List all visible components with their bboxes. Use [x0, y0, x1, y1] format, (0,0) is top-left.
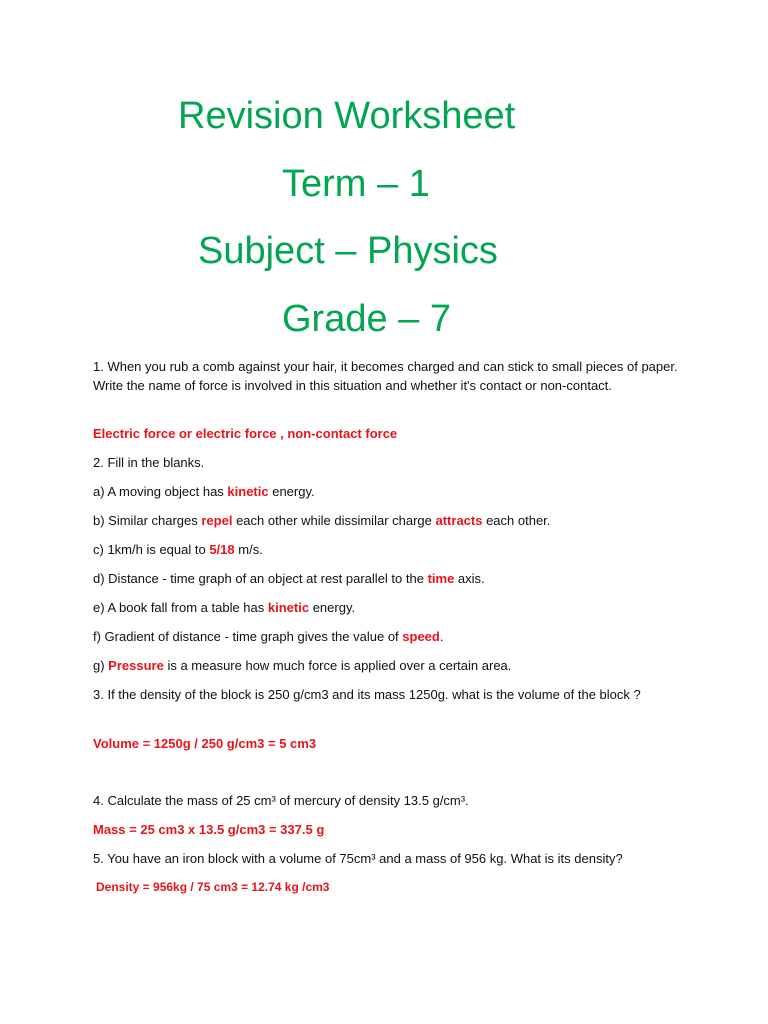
- blank-c: [93, 540, 683, 559]
- blank-a-text: a) A moving object has: [93, 484, 228, 499]
- question-2: 2. Fill in the blanks.: [93, 455, 205, 470]
- blank-g-answer: Pressure: [108, 658, 164, 673]
- blank-a-text-end: energy.: [268, 484, 315, 499]
- blank-a: [93, 482, 683, 501]
- question-1: 1. When you rub a comb against your hair, it becomes charged and can stick to small pieces of paper. Write the name of force is involved in this situation and whether it's contact or non-contact.: [93, 359, 678, 393]
- blank-e-text: e) A book fall from a table has: [93, 600, 268, 615]
- blank-b: [93, 511, 683, 530]
- blank-c-text-end: m/s.: [234, 542, 263, 557]
- blank-e-text-end: energy.: [309, 600, 356, 615]
- blank-e-answer: kinetic: [267, 600, 310, 615]
- blank-g-text-end: is a measure how much force is applied over a certain area.: [163, 658, 512, 673]
- blank-a-answer: kinetic: [227, 484, 269, 499]
- term-heading: Term – 1: [282, 163, 430, 205]
- blank-d-text-end: axis.: [454, 571, 485, 586]
- blank-d-answer: time: [427, 571, 455, 586]
- blank-f-answer: speed: [402, 629, 440, 644]
- blank-f: [93, 627, 683, 646]
- answer-5: Density = 956kg / 75 cm3 = 12.74 kg /cm3: [96, 880, 330, 894]
- blank-d: [93, 569, 683, 588]
- question-3: 3. If the density of the block is 250 g/cm3 and its mass 1250g. what is the volume of the block ?: [93, 687, 641, 702]
- blank-g: g) Pressure is a measure how much force is applied over a certain area.: [93, 658, 512, 673]
- question-4: 4. Calculate the mass of 25 cm³ of mercury of density 13.5 g/cm³.: [93, 793, 469, 808]
- answer-1: Electric force or electric force , non-contact force: [93, 426, 398, 441]
- grade-heading: Grade – 7: [282, 298, 451, 340]
- answer-4: Mass = 25 cm3 x 13.5 g/cm3 = 337.5 g: [93, 822, 325, 837]
- blank-b-answer-2: attracts: [435, 513, 483, 528]
- blank-b-text-end: each other.: [482, 513, 551, 528]
- blank-f-text: f) Gradient of distance - time graph gives the value of: [93, 629, 403, 644]
- blank-d-text: d) Distance - time graph of an object at rest parallel to the: [93, 571, 428, 586]
- blank-f-text-end: .: [439, 629, 444, 644]
- blank-e: [93, 598, 683, 617]
- blank-c-text: c) 1km/h is equal to: [93, 542, 210, 557]
- blank-b-text: b) Similar charges: [93, 513, 202, 528]
- subject-heading: Subject – Physics: [198, 230, 498, 272]
- answer-3: Volume = 1250g / 250 g/cm3 = 5 cm3: [93, 736, 317, 751]
- blank-b-answer-1: repel: [201, 513, 233, 528]
- worksheet-title: Revision Worksheet: [178, 95, 516, 137]
- blank-c-answer: 5/18: [209, 542, 235, 557]
- blank-b-text-mid: each other while dissimilar charge: [232, 513, 436, 528]
- question-5: 5. You have an iron block with a volume of 75cm³ and a mass of 956 kg. What is its density?: [93, 851, 623, 866]
